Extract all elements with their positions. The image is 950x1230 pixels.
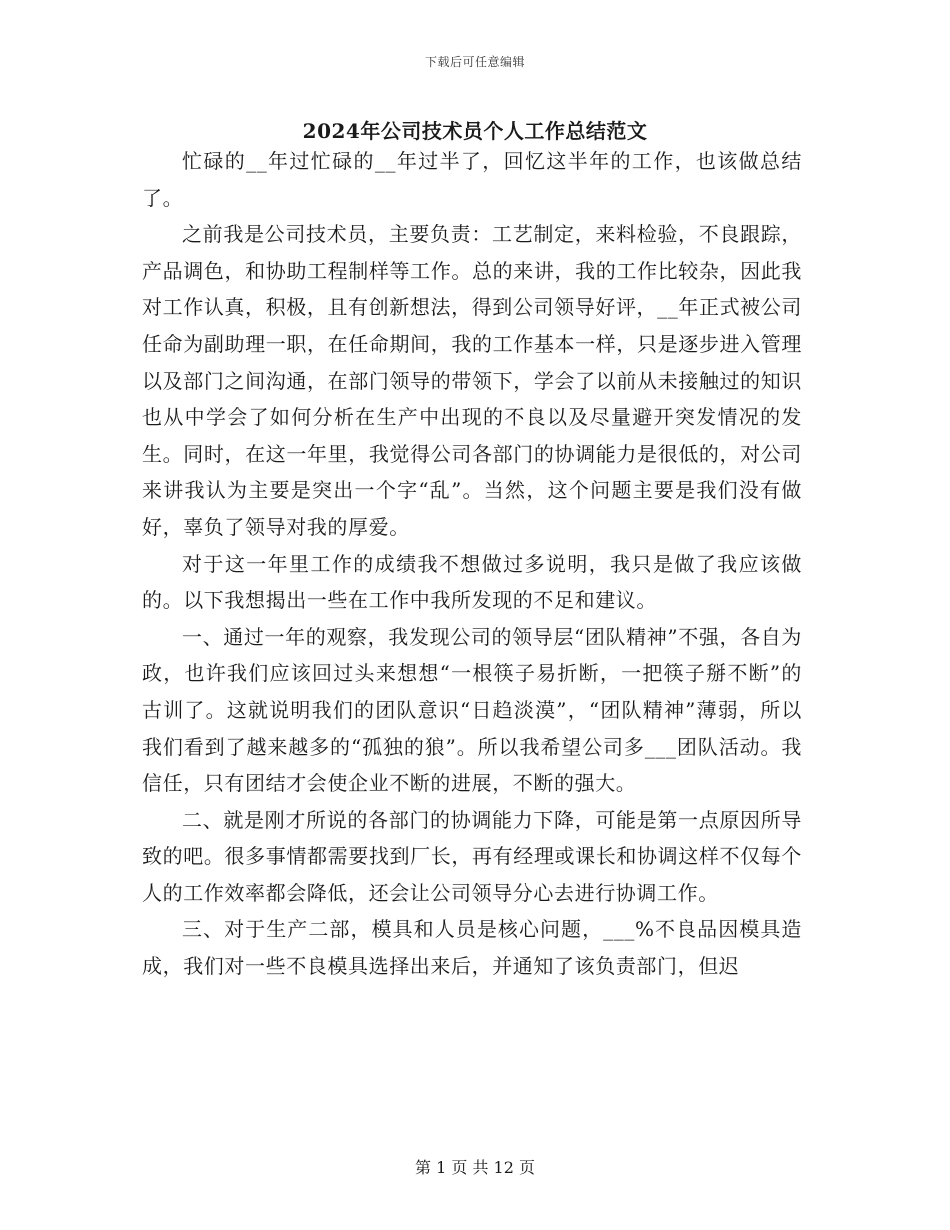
document-title: 2024年公司技术员个人工作总结范文	[302, 119, 648, 143]
paragraph-point-two: 二、就是刚才所说的各部门的协调能力下降，可能是第一点原因所导致的吧。很多事情都需要找到厂长，再有经理或课长和协调这样不仅每个人的工作效率都会降低，还会让公司领导分心去进行协调工作。	[142, 807, 802, 905]
paragraph-intro: 忙碌的__年过忙碌的__年过半了，回忆这半年的工作，也该做总结了。	[142, 149, 802, 210]
document-body	[142, 143, 802, 985]
paragraph-role: 之前我是公司技术员，主要负责：工艺制定，来料检验，不良跟踪，产品调色，和协助工程制样等工作。总的来讲，我的工作比较杂，因此我对工作认真，积极，且有创新想法，得到公司领导好评，__年正式被公司任命为副助理一职，在任命期间，我的工作基本一样，只是逐步进入管理以及部门之间沟通，在部门领导的带领下，学会了以前从未接触过的知识也从中学会了如何分析在生产中出现的不良以及尽量避开突发情况的发生。同时，在这一年里，我觉得公司各部门的协调能力是很低的，对公司来讲我认为主要是突出一个字“乱”。当然，这个问题主要是我们没有做好，辜负了领导对我的厚爱。	[142, 222, 802, 539]
paragraph-point-one: 一、通过一年的观察，我发现公司的领导层“团队精神”不强，各自为政，也许我们应该回过头来想想“一根筷子易折断，一把筷子掰不断”的古训了。这就说明我们的团队意识“日趋淡漠”，“团队精神”薄弱，所以我们看到了越来越多的“孤独的狼”。所以我希望公司多___团队活动。我信任，只有团结才会使企业不断的进展，不断的强大。	[142, 624, 802, 796]
paragraph-summary: 对于这一年里工作的成绩我不想做过多说明，我只是做了我应该做的。以下我想揭出一些在工作中我所发现的不足和建议。	[142, 551, 802, 613]
page-header: 下载后可任意编辑	[424, 55, 525, 69]
page-footer: 第 1 页 共 12 页	[415, 1158, 535, 1177]
paragraph-point-three: 三、对于生产二部，模具和人员是核心问题，___%不良品因模具造成，我们对一些不良模具选择出来后，并通知了该负责部门，但迟	[142, 917, 802, 979]
